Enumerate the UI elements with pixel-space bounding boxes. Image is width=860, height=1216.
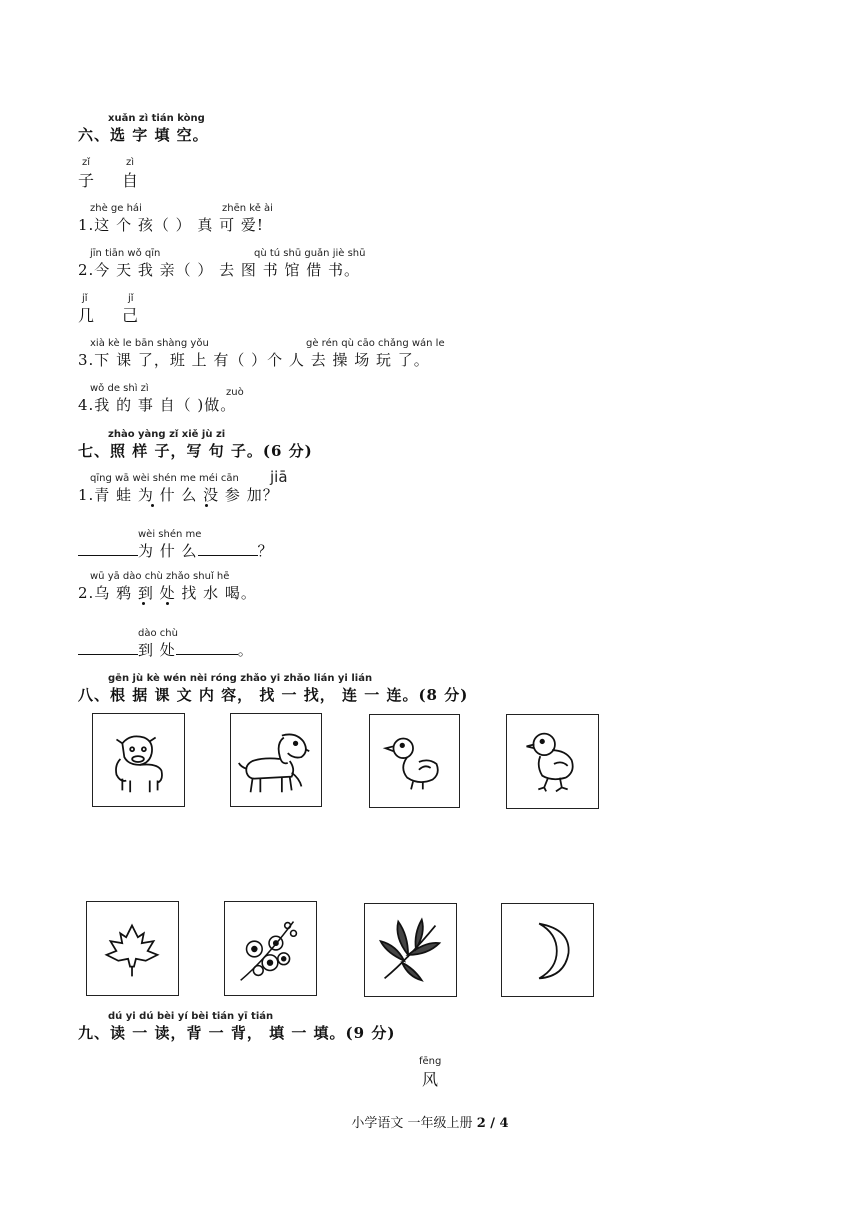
answer-blank[interactable] bbox=[78, 541, 138, 556]
answer-blank[interactable] bbox=[176, 640, 238, 655]
bamboo-leaves-picture[interactable] bbox=[364, 903, 457, 997]
fill2-pinyin: dào chù bbox=[138, 628, 178, 639]
duckling-icon bbox=[370, 715, 459, 807]
fill2-end: 。 bbox=[237, 641, 254, 659]
fill2-middle: 到 处 bbox=[138, 641, 176, 659]
fill-sentence-2 bbox=[78, 639, 254, 660]
pair1-pinyin-a: zǐ bbox=[82, 157, 91, 168]
emphasis-dot bbox=[142, 602, 145, 605]
plum-blossom-icon bbox=[225, 902, 316, 995]
example1-pinyin-big: jiā bbox=[270, 468, 288, 486]
fill1-pinyin: wèi shén me bbox=[138, 529, 202, 540]
section6-heading: 六、选 字 填 空。 bbox=[78, 126, 209, 144]
emphasis-dot bbox=[151, 504, 154, 507]
fill1-middle: 为 什 么 bbox=[138, 542, 198, 560]
section6-heading-pinyin: xuǎn zì tián kòng bbox=[108, 113, 205, 124]
answer-blank[interactable] bbox=[78, 640, 138, 655]
section8-heading: 八、根 据 课 文 内 容， 找 一 找， 连 一 连。(8 分) bbox=[78, 686, 469, 704]
calf-icon bbox=[93, 714, 184, 806]
page-footer bbox=[0, 1112, 860, 1131]
poem-title: 风 bbox=[422, 1070, 440, 1089]
bamboo-leaves-icon bbox=[365, 904, 456, 996]
pair2-pinyin-b: jǐ bbox=[128, 293, 134, 304]
pair1-pinyin-b: zì bbox=[126, 157, 135, 168]
q2-pinyin-b: qù tú shū guǎn jiè shū bbox=[254, 248, 366, 259]
chick-icon bbox=[507, 715, 598, 808]
chick-picture[interactable] bbox=[506, 714, 599, 809]
pair2-pinyin-a: jǐ bbox=[82, 293, 88, 304]
crescent-moon-picture[interactable] bbox=[501, 903, 594, 997]
example1-pinyin: qīng wā wèi shén me méi cān bbox=[90, 473, 239, 484]
duckling-picture[interactable] bbox=[369, 714, 460, 808]
section9-heading-pinyin: dú yi dú bèi yí bèi tián yī tián bbox=[108, 1011, 274, 1022]
q2-pinyin-a: jīn tiān wǒ qīn bbox=[90, 248, 161, 259]
section9-heading: 九、读 一 读，背 一 背， 填 一 填。(9 分) bbox=[78, 1024, 396, 1042]
maple-leaf-picture[interactable] bbox=[86, 901, 179, 996]
question-4: 4.我 的 事 自（ )做。 bbox=[78, 396, 237, 414]
pair1-char-a: 子 bbox=[78, 171, 96, 190]
example-sentence-1: 1.青 蛙 为 什 么 没 参 加？ bbox=[78, 486, 279, 504]
puppy-picture[interactable] bbox=[230, 713, 322, 807]
q4-pinyin-a: wǒ de shì zì bbox=[90, 383, 149, 394]
q3-pinyin-a: xià kè le bān shàng yǒu bbox=[90, 338, 209, 349]
fill-sentence-1 bbox=[78, 540, 274, 561]
section7-heading: 七、照 样 子，写 句 子。(6 分) bbox=[78, 442, 313, 460]
q1-pinyin-a: zhè ge hái bbox=[90, 203, 142, 214]
question-1: 1.这 个 孩（ ） 真 可 爱! bbox=[78, 216, 264, 234]
question-2: 2.今 天 我 亲（ ） 去 图 书 馆 借 书。 bbox=[78, 261, 360, 279]
calf-picture[interactable] bbox=[92, 713, 185, 807]
puppy-icon bbox=[231, 714, 321, 806]
emphasis-dot bbox=[205, 504, 208, 507]
plum-blossom-picture[interactable] bbox=[224, 901, 317, 996]
footer-subject: 小学语文 一年级上册 bbox=[351, 1116, 477, 1131]
q1-pinyin-b: zhēn kě ài bbox=[222, 203, 273, 214]
page-number: 2 / 4 bbox=[476, 1116, 509, 1131]
crescent-moon-icon bbox=[502, 904, 593, 996]
q4-pinyin-b: zuò bbox=[226, 387, 244, 398]
fill1-end: ？ bbox=[257, 542, 274, 560]
example2-pinyin: wū yā dào chù zhǎo shuǐ hē bbox=[90, 571, 230, 582]
q3-pinyin-b: gè rén qù cāo chǎng wán le bbox=[306, 338, 445, 349]
section7-heading-pinyin: zhào yàng zǐ xiě jù zi bbox=[108, 429, 226, 440]
pair2-char-b: 己 bbox=[122, 306, 140, 325]
pair2-char-a: 几 bbox=[78, 306, 96, 325]
maple-leaf-icon bbox=[87, 902, 178, 995]
question-3: 3.下 课 了，班 上 有（ ）个 人 去 操 场 玩 了。 bbox=[78, 351, 430, 369]
pair1-char-b: 自 bbox=[122, 171, 140, 190]
answer-blank[interactable] bbox=[198, 541, 258, 556]
example-sentence-2: 2.乌 鸦 到 处 找 水 喝。 bbox=[78, 584, 257, 602]
emphasis-dot bbox=[166, 602, 169, 605]
section8-heading-pinyin: gēn jù kè wén nèi róng zhǎo yi zhǎo lián yi lián bbox=[108, 673, 373, 684]
poem-title-pinyin: fēng bbox=[419, 1056, 442, 1067]
